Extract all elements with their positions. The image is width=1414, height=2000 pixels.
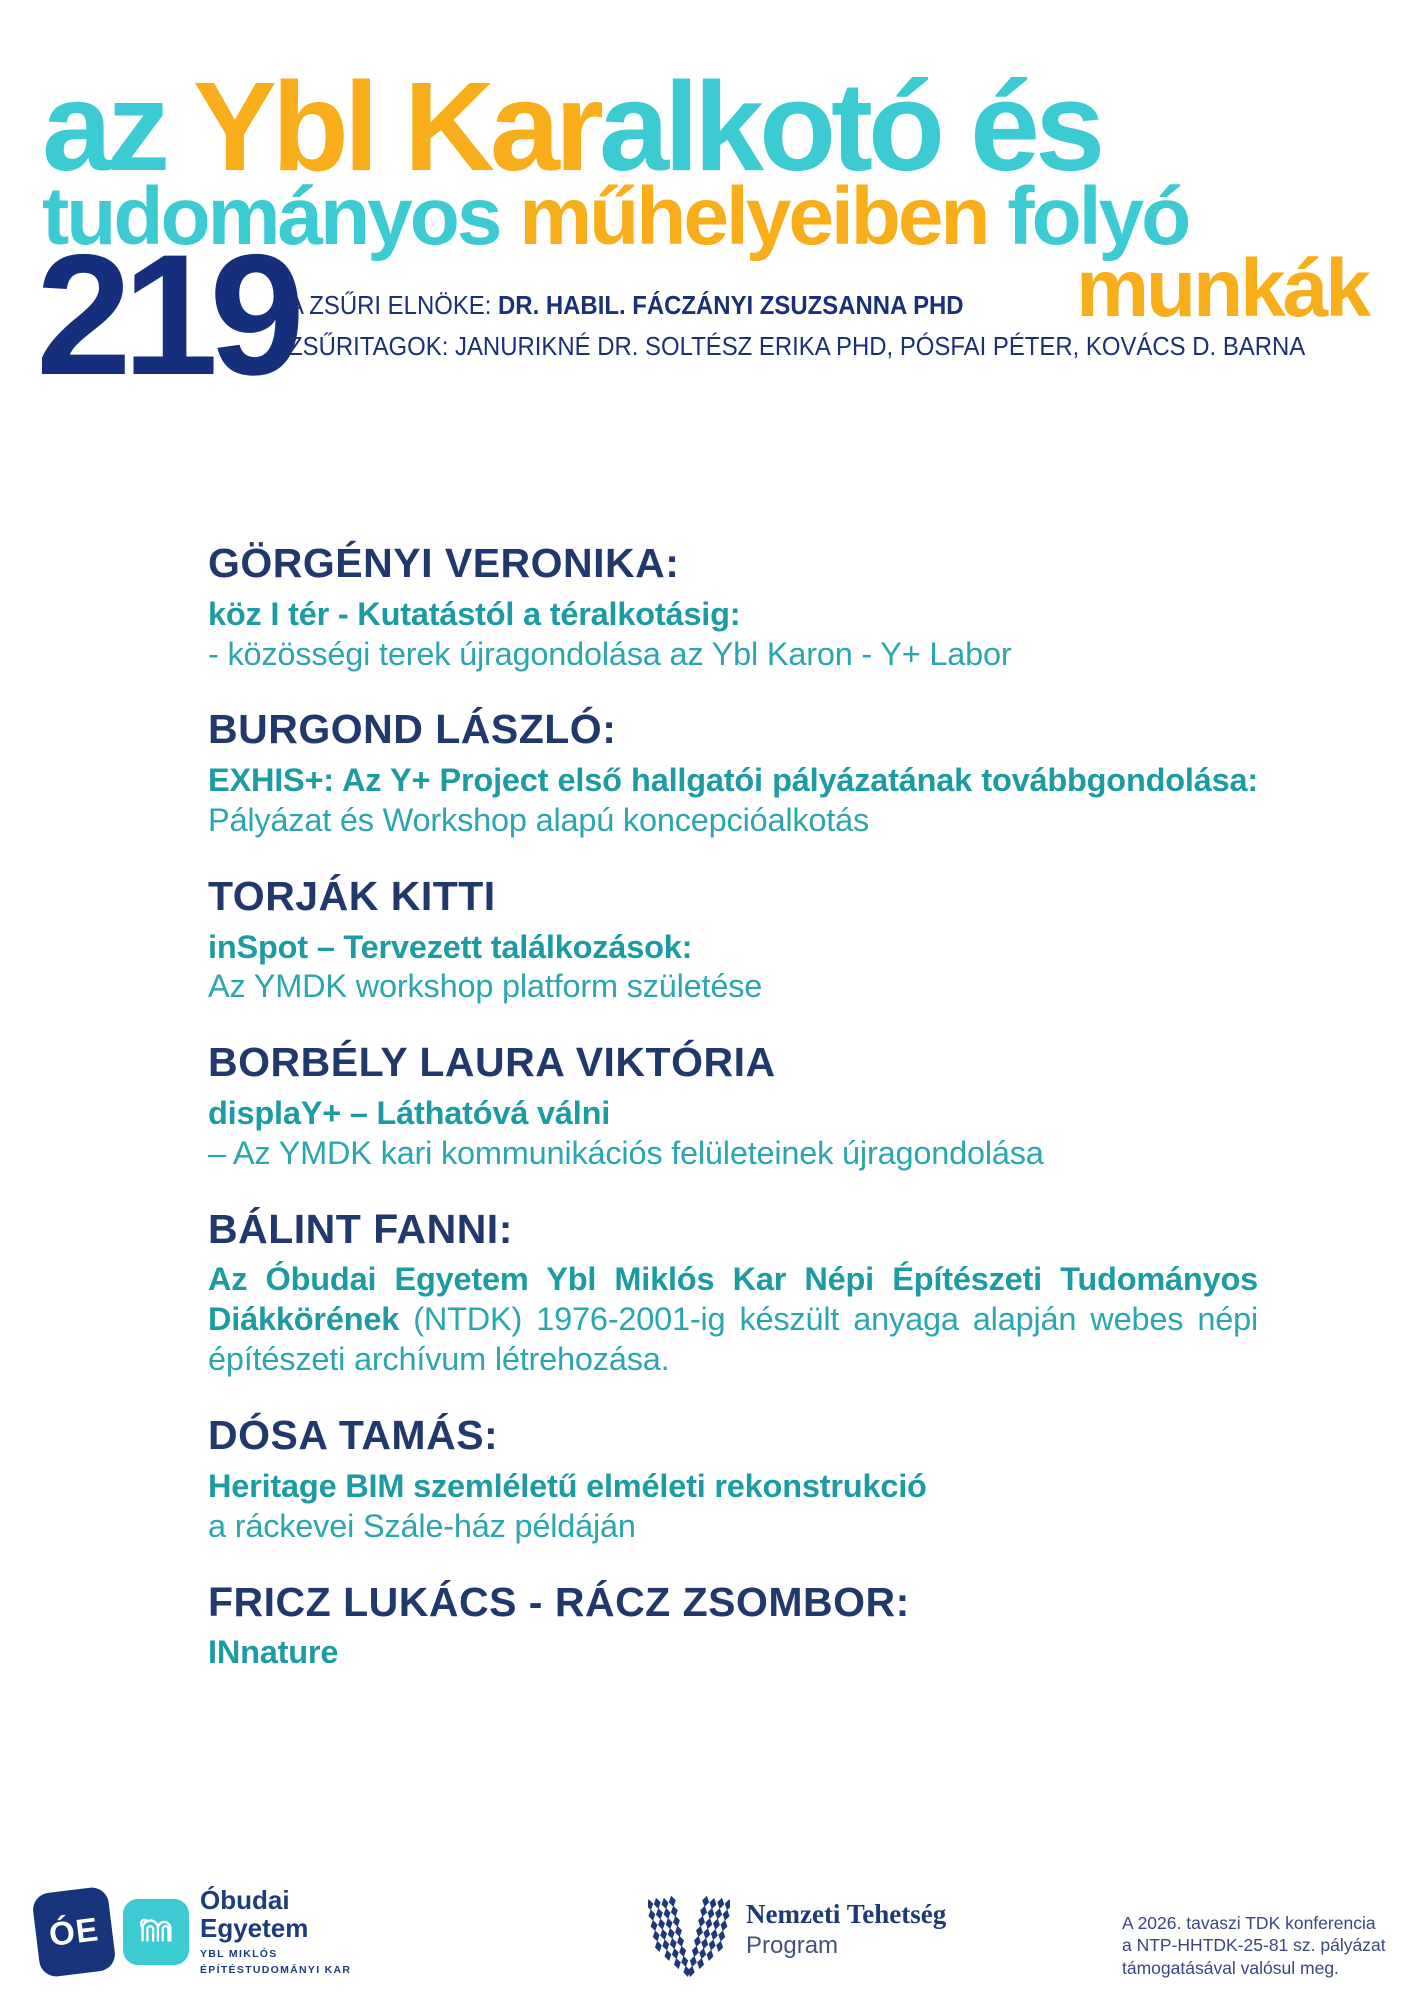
entry-desc: – Az YMDK kari kommunikációs felületeinek újragondolása <box>208 1134 1044 1171</box>
ntp-name-line1: Nemzeti Tehetség <box>746 1899 947 1930</box>
entry-dosa <box>208 1412 1258 1546</box>
entry-fricz <box>208 1579 1258 1674</box>
grant-note-line3: támogatásával valósul meg. <box>1122 1957 1339 1978</box>
grant-note-line1: A 2026. tavaszi TDK konferencia <box>1122 1913 1376 1933</box>
entry-desc: a ráckevei Szále-ház példáján <box>208 1507 636 1544</box>
entry-title: Az Óbudai Egyetem Ybl Miklós Kar Népi Építészeti Tudományos Diákkörének <box>208 1261 1258 1338</box>
entry-desc: - közösségi terek újragondolása az Ybl Karon - Y+ Labor <box>208 635 1012 672</box>
entry-title: INnature <box>208 1634 339 1671</box>
ntp-logo <box>648 1878 946 1982</box>
entry-gorgenyi <box>208 540 1258 674</box>
entry-desc: Pályázat és Workshop alapú koncepcióalkotás <box>208 802 870 838</box>
entry-title: Heritage BIM szemléletű elméleti rekonstrukció <box>208 1467 927 1504</box>
faculty-line1: YBL MIKLÓS <box>200 1948 278 1961</box>
entry-torjak <box>208 873 1258 1007</box>
title-word-folyo: folyó <box>1007 171 1189 262</box>
entry-name: BURGOND LÁSZLÓ: <box>208 706 617 753</box>
jury-president-label: A ZSŰRI ELNÖKE: <box>288 290 499 320</box>
university-logo <box>36 1886 351 1979</box>
entry-body <box>208 1260 1258 1380</box>
entry-name: BORBÉLY LAURA VIKTÓRIA <box>208 1039 776 1086</box>
grant-note-line2: a NTP-HHTDK-25-81 sz. pályázat <box>1122 1935 1386 1956</box>
jury-president-line <box>288 292 1305 318</box>
faculty-name <box>200 1946 351 1979</box>
entry-balint <box>208 1206 1258 1380</box>
entry-desc: (NTDK) 1976-2001-ig készült anyaga alapján webes népi építészeti archívum létrehozása. <box>208 1301 1258 1378</box>
diamond-v-emblem-icon <box>648 1878 730 1982</box>
entry-name: TORJÁK KITTI <box>208 872 496 919</box>
ntp-name-line2: Program <box>746 1932 839 1960</box>
faculty-line2: ÉPÍTÉSTUDOMÁNYI KAR <box>200 1964 352 1977</box>
project-count: 219 <box>36 219 296 411</box>
entry-name: GÖRGÉNYI VERONIKA: <box>208 540 680 586</box>
entry-title: displaY+ – Láthatóvá válni <box>208 1095 611 1131</box>
ntp-text <box>746 1900 946 1959</box>
entry-borbely <box>208 1039 1258 1173</box>
jury-president-name: DR. HABIL. FÁCZÁNYI ZSUZSANNA PHD <box>498 290 964 320</box>
university-name-line2: Egyetem <box>200 1913 309 1944</box>
footer <box>0 1868 1414 2000</box>
entries-list <box>208 540 1258 1705</box>
title-word-tudomanyos: tudományos <box>42 171 520 262</box>
entry-name: DÓSA TAMÁS: <box>208 1412 499 1459</box>
title-word-az: az <box>42 56 193 197</box>
entry-name: FRICZ LUKÁCS - RÁCZ ZSOMBOR: <box>208 1578 910 1625</box>
title-word-ybl-kar: Ybl Kar <box>192 56 599 197</box>
oe-badge: ÓE <box>31 1886 117 1979</box>
entry-title: EXHIS+: Az Y+ Project első hallgatói pályázatának továbbgondolása: <box>208 762 1258 799</box>
university-text <box>200 1886 351 1979</box>
entry-desc: Az YMDK workshop platform születése <box>208 968 763 1005</box>
jury-block <box>288 292 1305 359</box>
ym-badge <box>123 1899 189 1965</box>
jury-members-line: ZSŰRITAGOK: JANURIKNÉ DR. SOLTÉSZ ERIKA PHD, PÓSFAI PÉTER, KOVÁCS D. BARNA <box>288 331 1306 361</box>
title-word-alkoto-es: alkotó és <box>598 56 1101 197</box>
title-word-muhelyeiben: műhelyeiben <box>519 171 1008 262</box>
grant-note <box>1122 1912 1386 1979</box>
ym-monogram-icon <box>133 1909 179 1955</box>
entry-burgond <box>208 706 1258 840</box>
entry-title: köz I tér - Kutatástól a téralkotásig: <box>208 595 741 632</box>
title-word-munkak: munkák <box>1076 243 1368 334</box>
entry-name: BÁLINT FANNI: <box>208 1205 513 1252</box>
university-name-line1: Óbudai <box>200 1885 290 1915</box>
entry-title: inSpot – Tervezett találkozások: <box>208 928 693 965</box>
entry-body <box>208 761 1258 841</box>
